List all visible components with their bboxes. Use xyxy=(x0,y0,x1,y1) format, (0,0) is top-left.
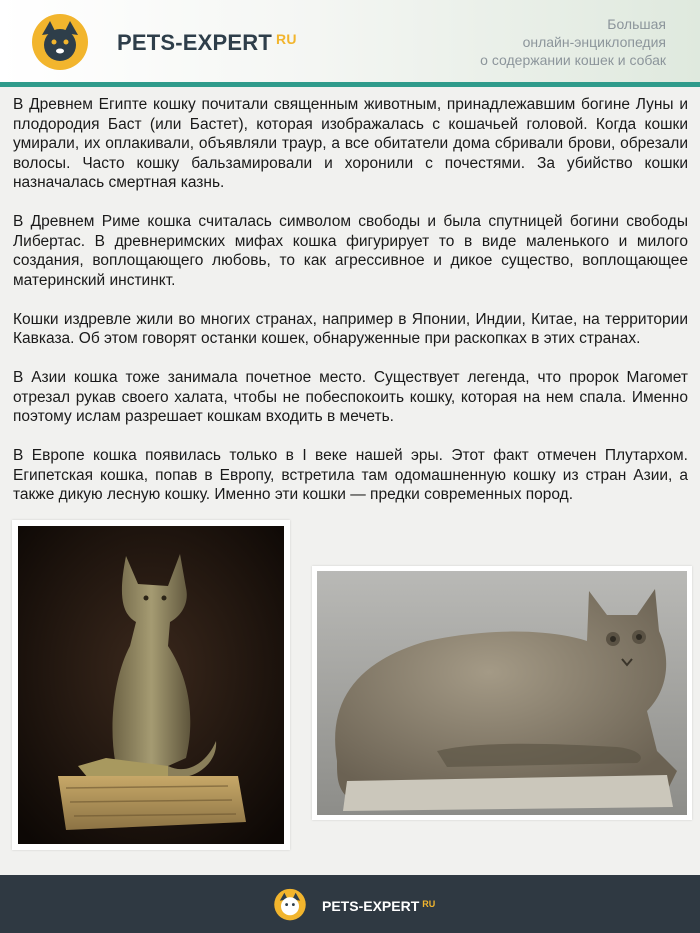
article-paragraph: Кошки издревле жили во многих странах, например в Японии, Индии, Китае, на территории Кавказа. Об этом говорят останки кошек, обнаруженные при раскопках в этих странах. xyxy=(13,310,688,347)
brand-name: PETS-EXPERT xyxy=(117,30,273,55)
brand-suffix: RU xyxy=(276,31,297,47)
tagline-line: Большая xyxy=(607,16,666,32)
footer-brand[interactable] xyxy=(322,898,435,914)
header-divider xyxy=(0,82,700,87)
tagline-line: о содержании кошек и собак xyxy=(480,52,666,68)
pets-expert-logo-icon[interactable] xyxy=(272,886,308,922)
bastet-statue-photo xyxy=(12,520,290,850)
article-paragraph: В Древнем Риме кошка считалась символом свободы и была спутницей богини свободы Либертас. В древнеримских мифах кошка фигурирует то в виде маленького и милого создания, воплощающего любовь, то как агрессивное и дикое существо, воплощающее материнский инстинкт. xyxy=(13,213,688,289)
article-paragraph: В Древнем Египте кошку почитали священным животным, принадлежавшим богине Луны и плодородия Баст (или Бастет), которая изображалась с кошачьей головой. Когда кошки умирали, их оплакивали, объявляли траур, а все обитатели дома сбривали брови, обрезали волосы. Часто кошку бальзамировали и хоронили с почестями. За убийство кошки назначалась смертная казнь. xyxy=(13,96,688,191)
footer-brand-suffix: RU xyxy=(422,899,436,909)
lying-cat-statue-image xyxy=(317,571,687,815)
article-paragraph: В Азии кошка тоже занимала почетное место. Существует легенда, что пророк Магомет отрезал рукав своего халата, чтобы не побеспокоить кошку, которая на нем спала. Именно поэтому ислам разрешает кошкам входить в мечеть. xyxy=(13,369,688,425)
site-tagline xyxy=(480,15,666,69)
lying-cat-statue-photo xyxy=(312,566,692,820)
site-header xyxy=(0,0,700,82)
site-brand[interactable] xyxy=(117,30,297,56)
tagline-line: онлайн-энциклопедия xyxy=(522,34,666,50)
pets-expert-logo-icon[interactable] xyxy=(28,9,92,73)
article-body xyxy=(13,95,688,524)
bastet-statue-image xyxy=(18,526,284,844)
footer-brand-name: PETS-EXPERT xyxy=(322,898,420,914)
site-footer xyxy=(0,875,700,933)
article-paragraph: В Европе кошка появилась только в I веке нашей эры. Этот факт отмечен Плутархом. Египетская кошка, попав в Европу, встретила там одомашненную кошку из стран Азии, а также дикую лесную кошку. Именно эти кошки — предки современных пород. xyxy=(13,447,688,503)
